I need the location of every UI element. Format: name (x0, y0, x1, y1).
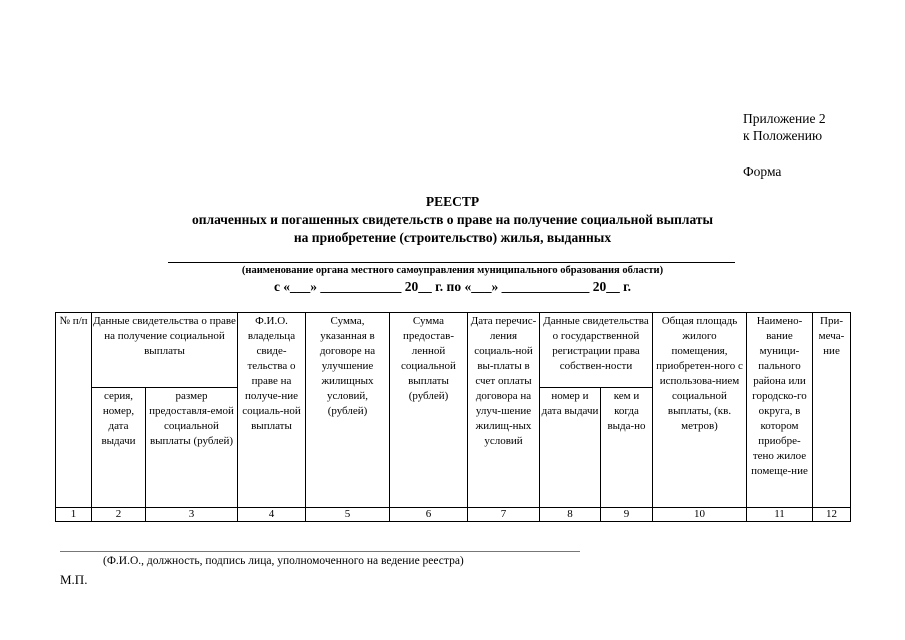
column-number: 8 (540, 508, 601, 522)
title-line-3: на приобретение (строительство) жилья, выданных (293, 230, 612, 245)
header-reg-issuer: кем и когда выда-но (601, 388, 653, 508)
header-amount-provided: размер предоставля-емой социальной выплаты (рублей) (146, 388, 238, 508)
column-number: 10 (653, 508, 747, 522)
column-number-row (56, 508, 851, 522)
seal-label: М.П. (60, 572, 88, 587)
header-registration: Данные свидетельства о государственной регистрации права собствен-ности (540, 313, 653, 388)
title-line-2: оплаченных и погашенных свидетельств о праве на получение социальной выплаты (191, 212, 714, 227)
header-series: серия, номер, дата выдачи (92, 388, 146, 508)
column-number: 2 (92, 508, 146, 522)
header-owner: Ф.И.О. владельца свиде-тельства о праве на получе-ние социаль-ной выплаты (238, 313, 306, 508)
header-reg-number: номер и дата выдачи (540, 388, 601, 508)
period-line: с «___» ____________ 20__ г. по «___» _____________ 20__ г. (273, 279, 632, 294)
column-number: 12 (813, 508, 851, 522)
org-name-caption: (наименование органа местного самоуправления муниципального образования области) (241, 265, 664, 276)
header-transfer-date: Дата перечис-ления социаль-ной вы-платы в счет оплаты договора на улуч-шение жилищ-ных условий (468, 313, 540, 508)
document-title (0, 193, 905, 247)
header-note: При-меча-ние (813, 313, 851, 508)
header-contract-sum: Сумма, указанная в договоре на улучшение жилищных условий, (рублей) (306, 313, 390, 508)
column-number: 5 (306, 508, 390, 522)
column-number: 6 (390, 508, 468, 522)
appendix-line-2: к Положению (743, 128, 823, 143)
signature-caption: (Ф.И.О., должность, подпись лица, уполномоченного на ведение реестра) (103, 555, 464, 567)
header-certificate: Данные свидетельства о праве на получение социальной выплаты (92, 313, 238, 388)
form-label: Форма (743, 164, 782, 179)
column-number: 3 (146, 508, 238, 522)
header-area: Общая площадь жилого помещения, приобретен-ного с использова-нием социальной выплаты, (кв. метров) (653, 313, 747, 508)
signature-line (60, 551, 580, 552)
column-number: 1 (56, 508, 92, 522)
column-number: 9 (601, 508, 653, 522)
title-main: РЕЕСТР (425, 194, 480, 209)
registry-table (55, 312, 851, 522)
header-num: № п/п (56, 313, 92, 508)
appendix-line-1: Приложение 2 (743, 111, 826, 126)
header-provided-sum: Сумма предостав-ленной социальной выплаты (рублей) (390, 313, 468, 508)
column-number: 7 (468, 508, 540, 522)
header-row-1 (56, 313, 851, 388)
column-number: 4 (238, 508, 306, 522)
header-district: Наимено-вание муници-пального района или городско-го округа, в котором приобре-тено жилое помеще-ние (747, 313, 813, 508)
column-number: 11 (747, 508, 813, 522)
org-name-underline (168, 262, 735, 263)
appendix-block (743, 110, 826, 180)
